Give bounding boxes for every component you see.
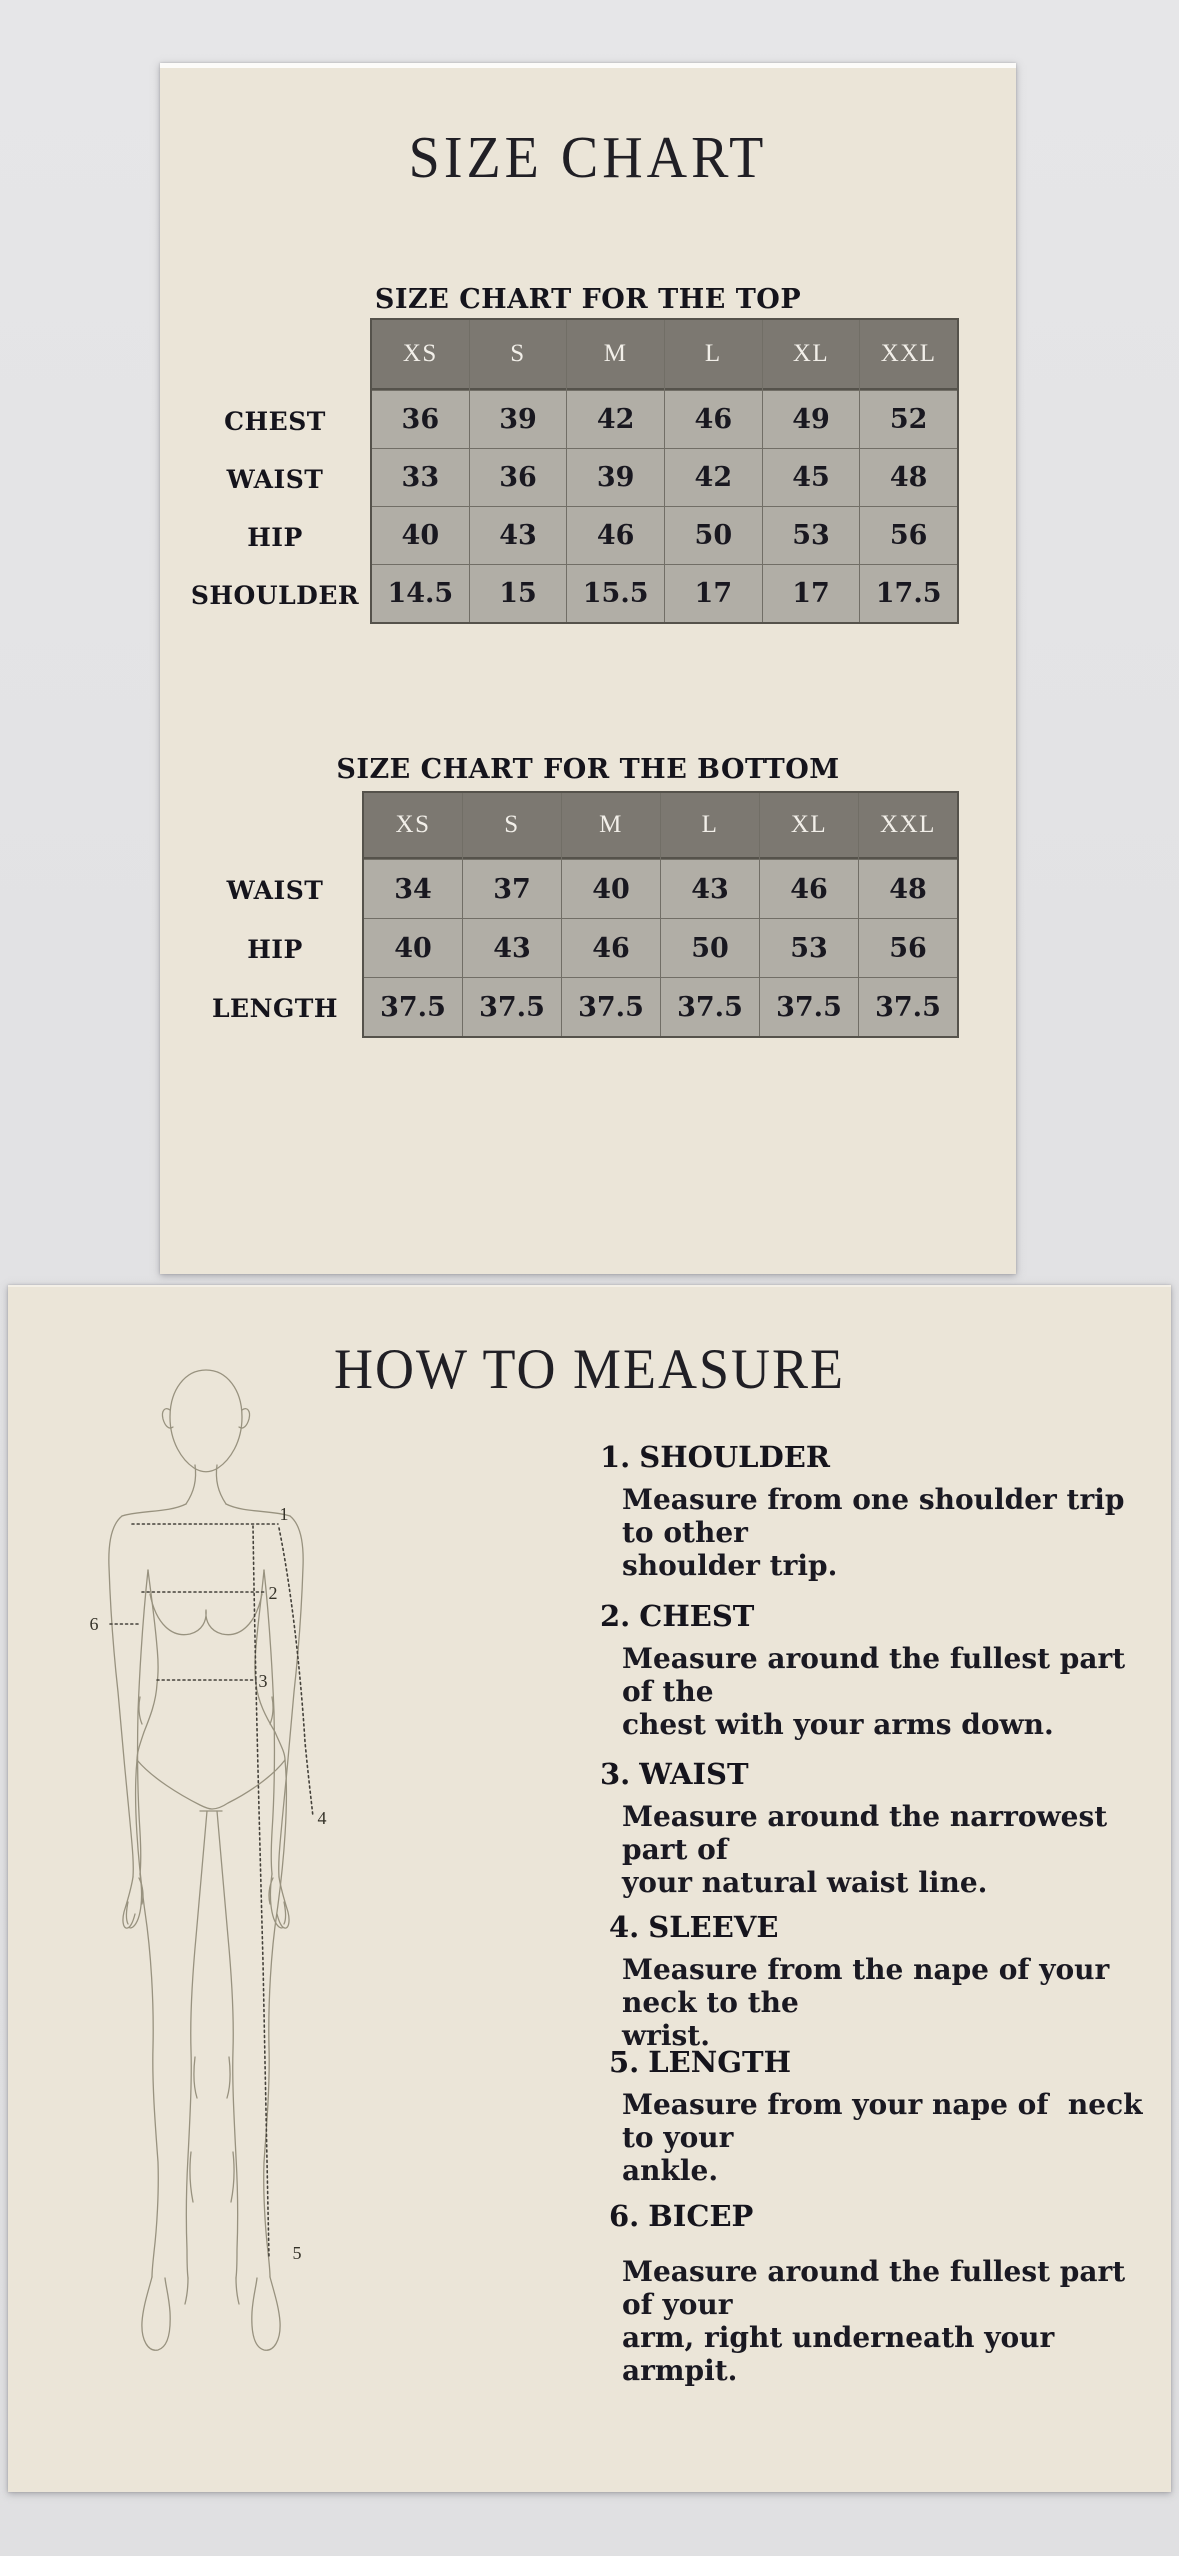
- step-description-line: Measure from your nape of neck to your: [622, 2088, 1153, 2154]
- figure-bust: [150, 1594, 262, 1635]
- size-cell: 40: [364, 919, 462, 977]
- step-number: 3.: [600, 1757, 631, 1791]
- row-label: HIP: [247, 935, 303, 964]
- bottom-table-row-labels: [180, 861, 370, 1038]
- size-cell: 53: [760, 919, 858, 977]
- step-number: 6.: [609, 2199, 640, 2233]
- size-cell: 37.5: [661, 978, 759, 1036]
- size-column-header: S: [463, 793, 561, 859]
- size-column-header: M: [562, 793, 660, 859]
- how-to-measure-title: HOW TO MEASURE: [333, 1337, 846, 1401]
- step-description-line: wrist.: [622, 2019, 710, 2052]
- step-name: BICEP: [648, 2199, 754, 2233]
- top-size-table: [370, 318, 959, 624]
- size-cell: 36: [372, 391, 469, 448]
- step-number: 1.: [600, 1440, 631, 1474]
- figure-shoulders: [122, 1504, 290, 1516]
- size-cell: 37.5: [760, 978, 858, 1036]
- step-description-line: arm, right underneath your armpit.: [622, 2321, 1065, 2387]
- size-cell: 37.5: [364, 978, 462, 1036]
- step-name: SHOULDER: [639, 1440, 830, 1474]
- size-cell: 43: [470, 507, 567, 564]
- size-column-header: L: [665, 320, 762, 390]
- size-cell: 17: [665, 565, 762, 622]
- figure-hand-left: [123, 1874, 143, 1928]
- row-label: WAIST: [226, 876, 324, 905]
- how-to-measure-card: [8, 1285, 1171, 2492]
- size-cell: 39: [567, 449, 664, 506]
- step-description-line: your natural waist line.: [622, 1866, 988, 1899]
- step-description: [622, 2088, 1153, 2187]
- size-cell: 43: [661, 860, 759, 918]
- step-bicep: [600, 2199, 1145, 2387]
- step-description-line: ankle.: [622, 2154, 719, 2187]
- size-column-header: XXL: [860, 320, 957, 390]
- size-cell: 42: [665, 449, 762, 506]
- size-column-header: M: [567, 320, 664, 390]
- size-cell: 14.5: [372, 565, 469, 622]
- size-cell: 52: [860, 391, 957, 448]
- measurement-figure-illustration: [60, 1362, 400, 2462]
- figure-arm-left-outer: [109, 1516, 133, 1877]
- bottom-size-table: [362, 791, 959, 1038]
- step-number: 2.: [600, 1599, 631, 1633]
- figure-label-chest: 2: [268, 1583, 278, 1603]
- step-length: [600, 2045, 1153, 2187]
- step-heading: [600, 2199, 1145, 2233]
- size-cell: 42: [567, 391, 664, 448]
- top-table-row-labels: [180, 392, 370, 624]
- size-cell: 36: [470, 449, 567, 506]
- step-shoulder: [600, 1440, 1145, 1582]
- step-name: LENGTH: [648, 2045, 792, 2079]
- size-cell: 48: [860, 449, 957, 506]
- step-name: WAIST: [639, 1757, 749, 1791]
- step-heading: [600, 1440, 1145, 1474]
- step-description-line: Measure around the narrowest part of: [622, 1800, 1117, 1866]
- figure-ear-left: [162, 1409, 173, 1428]
- row-label: HIP: [247, 522, 303, 552]
- figure-leg-right-inner: [217, 1811, 238, 2278]
- size-cell: 15.5: [567, 565, 664, 622]
- size-cell: 33: [372, 449, 469, 506]
- step-heading: [600, 2045, 1145, 2079]
- size-cell: 50: [665, 507, 762, 564]
- figure-foot-left: [142, 2277, 188, 2350]
- size-cell: 56: [860, 507, 957, 564]
- step-description-line: Measure around the fullest part of your: [622, 2255, 1135, 2321]
- size-column-header: XS: [364, 793, 462, 859]
- top-table-heading: SIZE CHART FOR THE TOP: [374, 284, 802, 316]
- size-cell: 49: [763, 391, 860, 448]
- figure-knee-marks: [190, 2057, 234, 2202]
- figure-leg-left-outer: [136, 1760, 159, 2277]
- size-cell: 46: [562, 919, 660, 977]
- size-column-header: S: [470, 320, 567, 390]
- step-description: [622, 2255, 1145, 2387]
- step-name: SLEEVE: [648, 1910, 779, 1944]
- bottom-table-block: [180, 791, 996, 1111]
- figure-leg-right-outer: [264, 1760, 287, 2277]
- row-label: SHOULDER: [190, 580, 360, 610]
- figure-label-sleeve: 4: [317, 1808, 327, 1828]
- step-description-line: Measure from one shoulder trip to other: [622, 1483, 1135, 1549]
- figure-label-length: 5: [292, 2243, 302, 2263]
- step-chest: [600, 1599, 1145, 1741]
- size-cell: 39: [470, 391, 567, 448]
- size-cell: 40: [562, 860, 660, 918]
- step-description: [622, 1642, 1145, 1741]
- step-description-line: Measure around the fullest part of the: [622, 1642, 1135, 1708]
- size-cell: 53: [763, 507, 860, 564]
- step-description: [622, 1800, 1145, 1899]
- step-number: 5.: [609, 2045, 640, 2079]
- size-column-header: XL: [763, 320, 860, 390]
- step-description: [622, 1483, 1145, 1582]
- figure-label-bicep: 6: [89, 1614, 99, 1634]
- size-cell: 37.5: [859, 978, 957, 1036]
- size-cell: 48: [859, 860, 957, 918]
- length-measure-line: [253, 1526, 269, 2258]
- size-cell: 46: [567, 507, 664, 564]
- size-cell: 34: [364, 860, 462, 918]
- size-cell: 17.5: [860, 565, 957, 622]
- size-column-header: XS: [372, 320, 469, 390]
- size-cell: 17: [763, 565, 860, 622]
- step-name: CHEST: [639, 1599, 755, 1633]
- size-cell: 46: [665, 391, 762, 448]
- bottom-table-heading: SIZE CHART FOR THE BOTTOM: [336, 754, 840, 786]
- size-cell: 45: [763, 449, 860, 506]
- size-cell: 37.5: [463, 978, 561, 1036]
- size-cell: 37: [463, 860, 561, 918]
- figure-neck: [186, 1465, 226, 1504]
- figure-label-waist: 3: [258, 1671, 268, 1691]
- step-number: 4.: [609, 1910, 640, 1944]
- step-heading: [600, 1910, 1145, 1944]
- size-cell: 46: [760, 860, 858, 918]
- figure-label-shoulder: 1: [279, 1504, 289, 1524]
- step-description-line: chest with your arms down.: [622, 1708, 1054, 1741]
- figure-leg-left-inner: [186, 1811, 207, 2278]
- size-cell: 56: [859, 919, 957, 977]
- size-cell: 37.5: [562, 978, 660, 1036]
- size-cell: 40: [372, 507, 469, 564]
- row-label: CHEST: [224, 406, 326, 436]
- figure-underwear-line: [137, 1760, 285, 1811]
- figure-foot-right: [236, 2277, 280, 2350]
- size-cell: 15: [470, 565, 567, 622]
- figure-head: [170, 1370, 242, 1472]
- size-cell: 43: [463, 919, 561, 977]
- figure-elbow-marks: [139, 1697, 273, 1724]
- size-cell: 50: [661, 919, 759, 977]
- figure-arm-left-inner: [138, 1570, 148, 1874]
- top-table-block: [180, 318, 996, 698]
- step-heading: [600, 1757, 1145, 1791]
- step-description-line: Measure from the nape of your neck to the: [622, 1953, 1120, 2019]
- step-description-line: shoulder trip.: [622, 1549, 838, 1582]
- size-chart-card: [160, 63, 1016, 1274]
- size-column-header: L: [661, 793, 759, 859]
- step-description: [622, 1953, 1145, 2052]
- row-label: WAIST: [226, 464, 324, 494]
- figure-arm-right-outer: [279, 1516, 303, 1877]
- figure-ear-right: [239, 1409, 250, 1428]
- step-waist: [600, 1757, 1145, 1899]
- step-sleeve: [600, 1910, 1145, 2052]
- row-label: LENGTH: [211, 994, 339, 1023]
- size-column-header: XL: [760, 793, 858, 859]
- step-heading: [600, 1599, 1145, 1633]
- size-chart-title: SIZE CHART: [408, 124, 768, 191]
- size-column-header: XXL: [859, 793, 957, 859]
